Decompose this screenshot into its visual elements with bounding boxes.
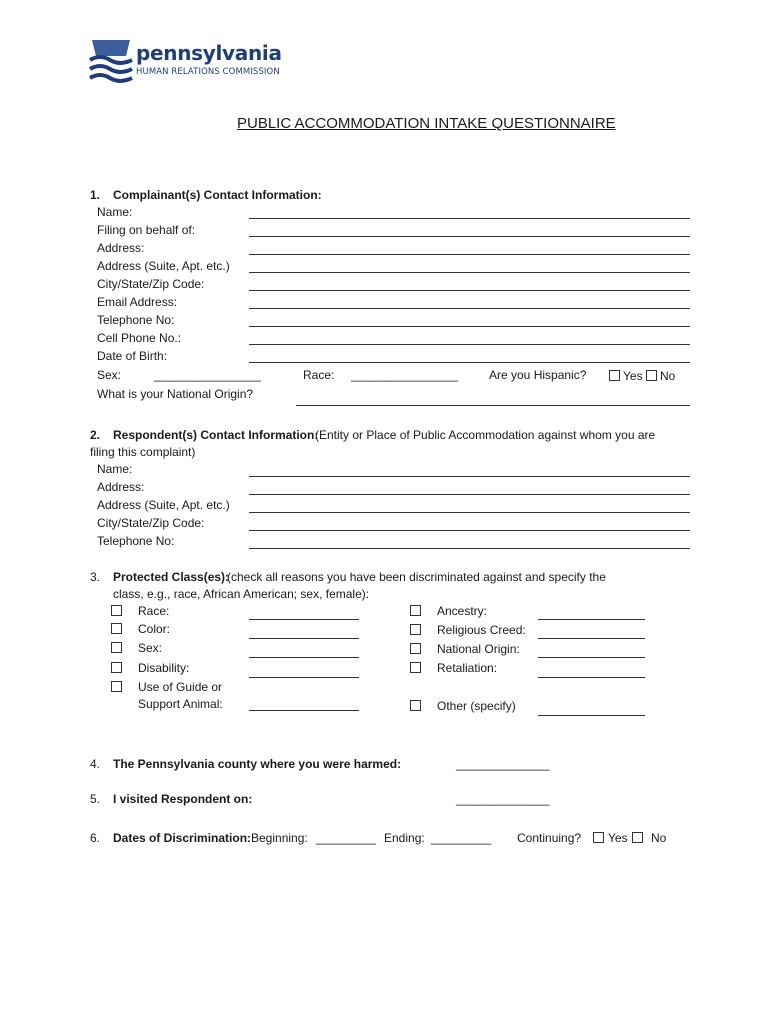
complainant-dob-field[interactable] (249, 362, 690, 363)
section2-note: (Entity or Place of Public Accommodation against whom you are (315, 428, 656, 442)
retaliation-checkbox[interactable] (410, 662, 421, 673)
respondent-suite-label: Address (Suite, Apt. etc.) (97, 498, 230, 512)
visited-field[interactable]: ______________ (456, 792, 550, 806)
complainant-city-label: City/State/Zip Code: (97, 277, 205, 291)
hispanic-no-label: No (660, 369, 676, 383)
section3-number: 3. (90, 570, 101, 584)
respondent-address-field[interactable] (249, 494, 690, 495)
complainant-address-field[interactable] (249, 254, 690, 255)
respondent-suite-field[interactable] (249, 512, 690, 513)
respondent-address-label: Address: (97, 480, 145, 494)
respondent-name-field[interactable] (249, 476, 690, 477)
class-retaliation-field[interactable] (538, 677, 645, 678)
respondent-city-field[interactable] (249, 530, 690, 531)
complainant-cell-field[interactable] (249, 344, 690, 345)
complainant-telephone-field[interactable] (249, 326, 690, 327)
continuing-yes-label: Yes (608, 831, 628, 845)
national-origin-checkbox[interactable] (410, 643, 421, 654)
other-checkbox[interactable] (410, 700, 421, 711)
section1-heading: Complainant(s) Contact Information: (113, 188, 322, 202)
complainant-name-label: Name: (97, 205, 133, 219)
color-checkbox[interactable] (111, 623, 122, 634)
complainant-suite-label: Address (Suite, Apt. etc.) (97, 259, 230, 273)
hispanic-no-checkbox[interactable] (646, 370, 657, 381)
class-religious-label: Religious Creed: (437, 623, 526, 637)
filing-on-behalf-field[interactable] (249, 236, 690, 237)
section6-number: 6. (90, 831, 101, 845)
complainant-name-field[interactable] (249, 218, 690, 219)
filing-on-behalf-label: Filing on behalf of: (97, 223, 196, 237)
keystone-wave-icon (88, 38, 134, 84)
complainant-dob-label: Date of Birth: (97, 349, 168, 363)
respondent-name-label: Name: (97, 462, 133, 476)
county-label: The Pennsylvania county where you were harmed: (113, 757, 402, 771)
hispanic-label: Are you Hispanic? (489, 368, 587, 382)
class-national-origin-label: National Origin: (437, 642, 520, 656)
hispanic-yes-label: Yes (623, 369, 643, 383)
section3-note: (check all reasons you have been discriminated against and specify the (227, 570, 606, 584)
complainant-email-field[interactable] (249, 308, 690, 309)
county-field[interactable]: ______________ (456, 757, 550, 771)
logo-subtitle: HUMAN RELATIONS COMMISSION (136, 67, 280, 77)
race-checkbox[interactable] (111, 605, 122, 616)
class-sex-field[interactable] (249, 657, 359, 658)
complainant-address-label: Address: (97, 241, 145, 255)
race-field[interactable]: ________________ (351, 368, 458, 382)
race-label: Race: (303, 368, 335, 382)
respondent-telephone-label: Telephone No: (97, 534, 175, 548)
class-guide-label-cont: Support Animal: (138, 697, 223, 711)
continuing-yes-checkbox[interactable] (593, 832, 604, 843)
section3-heading: Protected Class(es): (113, 570, 230, 584)
section1-number: 1. (90, 188, 101, 202)
national-origin-field[interactable] (296, 405, 690, 406)
religious-creed-checkbox[interactable] (410, 624, 421, 635)
class-other-field[interactable] (538, 715, 645, 716)
continuing-no-label: No (651, 831, 667, 845)
class-color-label: Color: (138, 622, 171, 636)
sex-field[interactable]: ________________ (154, 368, 261, 382)
class-sex-label: Sex: (138, 641, 163, 655)
pa-logo (88, 38, 288, 84)
dates-label: Dates of Discrimination: (113, 831, 252, 845)
class-race-label: Race: (138, 604, 170, 618)
class-retaliation-label: Retaliation: (437, 661, 498, 675)
class-disability-field[interactable] (249, 677, 359, 678)
logo-name: pennsylvania (136, 41, 282, 65)
sex-label: Sex: (97, 368, 122, 382)
hispanic-yes-checkbox[interactable] (609, 370, 620, 381)
national-origin-label: What is your National Origin? (97, 387, 254, 401)
class-guide-label: Use of Guide or (138, 680, 223, 694)
ancestry-checkbox[interactable] (410, 605, 421, 616)
continuing-label: Continuing? (517, 831, 582, 845)
beginning-field[interactable]: _________ (316, 831, 377, 845)
class-national-origin-field[interactable] (538, 657, 645, 658)
complainant-cell-label: Cell Phone No.: (97, 331, 182, 345)
class-guide-field[interactable] (249, 710, 359, 711)
class-ancestry-label: Ancestry: (437, 604, 488, 618)
complainant-telephone-label: Telephone No: (97, 313, 175, 327)
guide-animal-checkbox[interactable] (111, 681, 122, 692)
section3-note-cont: class, e.g., race, African American; sex, female): (113, 587, 370, 601)
section4-number: 4. (90, 757, 101, 771)
continuing-no-checkbox[interactable] (632, 832, 643, 843)
class-religious-field[interactable] (538, 638, 645, 639)
page-title: PUBLIC ACCOMMODATION INTAKE QUESTIONNAIRE (237, 115, 616, 132)
complainant-city-field[interactable] (249, 290, 690, 291)
section2-number: 2. (90, 428, 101, 442)
respondent-city-label: City/State/Zip Code: (97, 516, 205, 530)
complainant-email-label: Email Address: (97, 295, 178, 309)
ending-label: Ending: (384, 831, 425, 845)
class-color-field[interactable] (249, 638, 359, 639)
section2-note-cont: filing this complaint) (90, 445, 196, 459)
visited-label: I visited Respondent on: (113, 792, 253, 806)
ending-field[interactable]: _________ (431, 831, 492, 845)
class-other-label: Other (specify) (437, 699, 516, 713)
complainant-suite-field[interactable] (249, 272, 690, 273)
sex-checkbox[interactable] (111, 642, 122, 653)
beginning-label: Beginning: (251, 831, 308, 845)
class-ancestry-field[interactable] (538, 619, 645, 620)
class-disability-label: Disability: (138, 661, 190, 675)
section5-number: 5. (90, 792, 101, 806)
section2-heading: Respondent(s) Contact Information: (113, 428, 319, 442)
class-race-field[interactable] (249, 619, 359, 620)
disability-checkbox[interactable] (111, 662, 122, 673)
respondent-telephone-field[interactable] (249, 548, 690, 549)
